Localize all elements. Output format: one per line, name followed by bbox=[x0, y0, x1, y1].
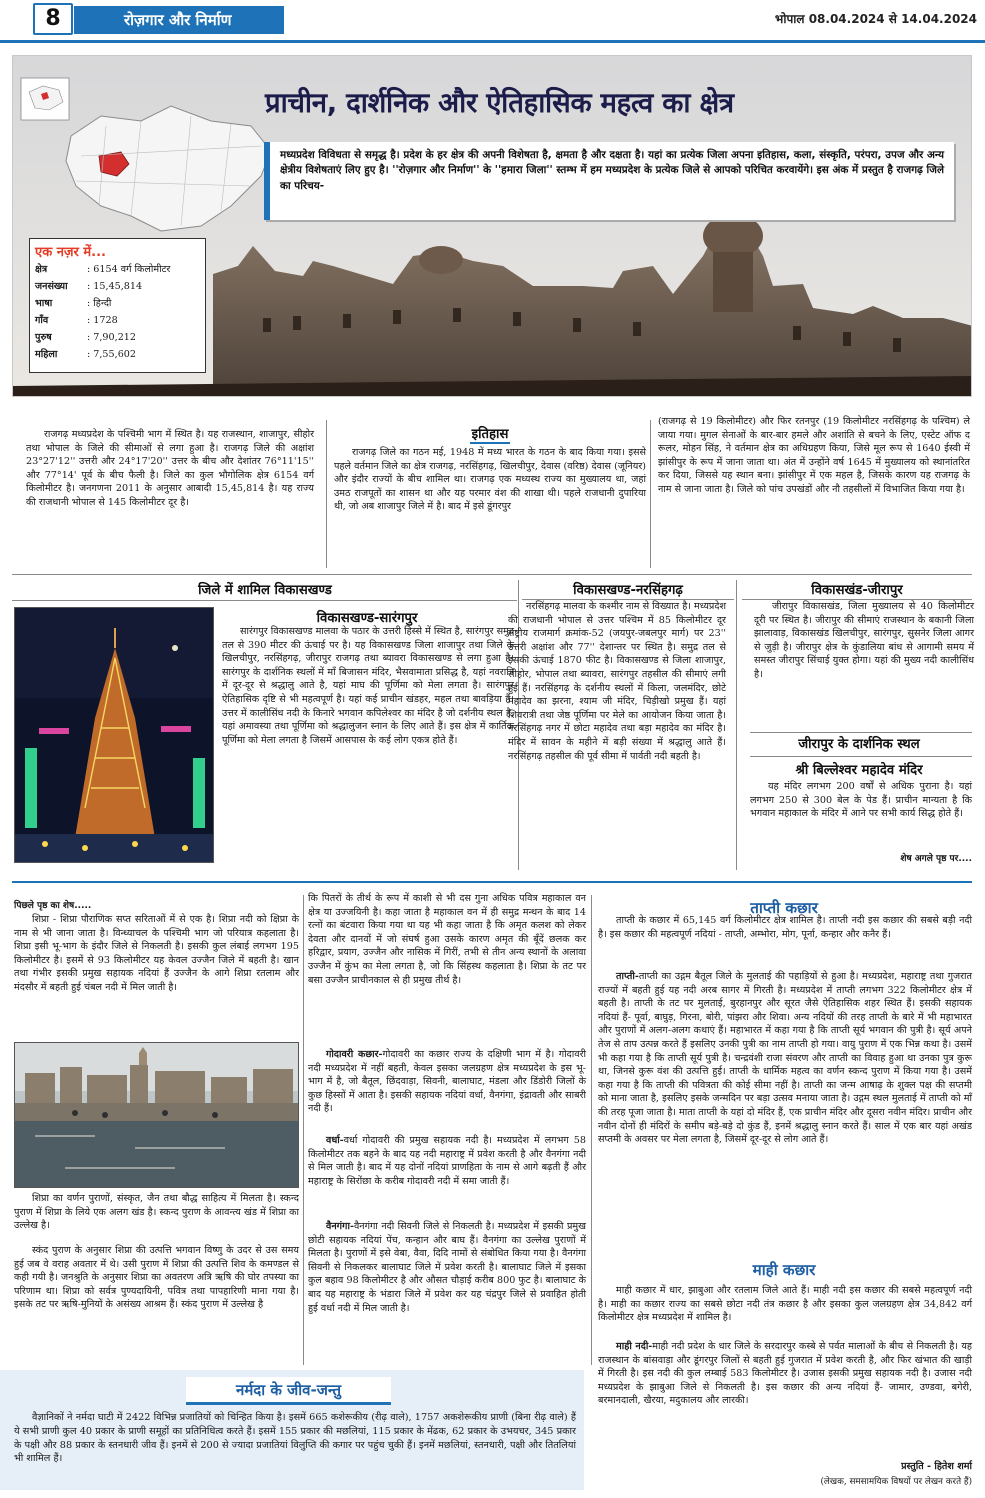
shipra-text: शिप्रा - शिप्रा पौराणिक सप्त सरिताओं में से एक है। शिप्रा नदी को क्षिप्रा के नाम से भी जाना जाता है। विन्ध्याचल के पश्चिमी भाग जो परियात्र कहलाता है। शिप्रा इसी भू-भाग के इंदौर जिले से निकलती है। इसकी कुल लंबाई लगभग 195 किलोमीटर है। इसमें से 93 किलोमीटर यह केवल उज्जैन जिले में बहती है। खान तथा गंभीर इसकी प्रमुख सहायक नदियां हैं उज्जैन के आगे शिप्रा रतलाम और मंदसौर में बहती हुई चंबल नदी में मिल जाती है। bbox=[14, 914, 299, 994]
page-title: प्राचीन, दार्शनिक और ऐतिहासिक महत्व का क्षेत्र bbox=[265, 87, 734, 119]
history-title: इतिहास bbox=[471, 427, 509, 442]
column-divider bbox=[303, 895, 304, 1365]
header-rule bbox=[0, 40, 985, 43]
glance-row: भाषा : हिन्दी bbox=[35, 298, 112, 309]
tapti-title: ताप्ती कछार bbox=[750, 899, 818, 917]
mahi-title: माही कछार bbox=[752, 1261, 816, 1279]
glance-row: जनसंख्या : 15,45,814 bbox=[35, 281, 143, 292]
narmada-title: नर्मदा के जीव-जन्तु bbox=[236, 1381, 341, 1399]
mahi-text: माही नदी-माही नदी प्रदेश के धार जिले के सरदारपुर कस्बे से पर्वत मालाओं के बीच से निकलती है। यह राजस्थान के बांसवाड़ा और डूंगरपुर जिलों से बहती हुई गुजरात में प्रवेश करती है, और फिर खंभात की खाड़ी में गिरती है। इस नदी की कुल लम्बाई 583 किलोमीटर है। उजास इसकी प्रमुख सहायक नदी है। उजास नदी मध्यप्रदेश के झाबुआ जिले से निकलती है। इस कछार की अन्य नदियां हैं- जामार, उण्डवा, बगेरी, बरमानदाली, खैरया, मदुकालय और लारकी। bbox=[598, 1341, 973, 1407]
wainganga-text: वैनगंगा-वैनगंगा नदी सिवनी जिले से निकलती है। मध्यप्रदेश में इसकी प्रमुख छोटी सहायक नदियां पेंच, कन्हान और बाघ हैं। वैनगंगा का उल्लेख पुराणों में मिलता है। पुराणों में इसे वेबा, वैवा, दिदि नामों से संबोधित किया गया है। वैनगंगा सिवनी से निकलकर बालाघाट जिले में प्रवेश करती है। बालाघाट जिले में इसका कुल बहाव 98 किलोमीटर है और औसत चौड़ाई करीब 800 फुट है। बालाघाट के बाद यह महाराष्ट्र के भंडारा जिले में प्रवेश कर यह चंद्रपुर जिले से प्रवाहित होती हुई वर्धा नदी में मिल जाती है। bbox=[308, 1221, 586, 1314]
dateline: भोपाल 08.04.2024 से 14.04.2024 bbox=[774, 12, 977, 26]
sarangpur-text: सारंगपुर विकासखण्ड मालवा के पठार के उत्तरी हिस्से में स्थित है, सारंगपुर समुद्र तल से 390 मीटर की ऊंचाई पर है। यह विकासखण्ड जिला शाजापुर तथा जिले के खिलचीपुर, नरसिंहगढ़, जीरापुर राजगढ़ तथा ब्यावरा विकासखण्ड से लगा हुआ है। सारंगपुर के दार्शनिक स्थलों में माँ बिजासन मंदिर, भैसवामाता प्रसिद्ध है, यहां नवरात्रि में दूर-दूर से श्रद्धालु आते है, यहां माघ की पूर्णिमा को मेला लगता है। सारंगपुर ऐतिहासिक दृष्टि से भी महत्वपूर्ण है। यहां कई प्राचीन खंडहर, महल तथा बावड़िया हैं। उत्तर में कालीसिंध नदी के किनारे भगवान कपिलेश्वर का मंदिर है जो दर्शनीय स्थल है, यहां अमावस्या तथा पूर्णिमा को श्रद्धालुजन स्नान के लिए आते हैं। इस क्षेत्र में कार्तिक पूर्णिमा को मेला लगता है जिसमें आसपास के कई लोग एकत्र होते हैं। bbox=[222, 626, 514, 746]
column-divider bbox=[326, 420, 327, 568]
prev-page-label: पिछले पृष्ठ का शेष..... bbox=[14, 901, 92, 911]
page-number: 8 bbox=[33, 3, 73, 35]
publication-name: रोज़गार और निर्माण bbox=[74, 6, 284, 34]
title-underline bbox=[470, 442, 510, 444]
section-divider bbox=[12, 574, 972, 575]
history-text-continued: (राजगढ़ से 19 किलोमीटर) और फिर रतनपुर (19 किलोमीटर नरसिंहगढ़ के पश्चिम) ले जाया गया। मुगल सेनाओं के बार-बार हमले और अशांति से बचने के लिए, एस्टेट ऑफ द रूलर, मोहन सिंह, ने वर्तमान क्षेत्र का अधिग्रहण किया, जिसे मूल रूप से 1640 ईस्वी में झांसीपुर के रूप में जाना जाता था। अंत में उन्होंने वर्ष 1645 में मुख्यालय को स्थानांतरित कर दिया, जिससे यह स्थान बना। झांसीपुर में एक महल है, जिसके कारण यह राजगढ़ के नाम से जाना जाता है। जिले को पांच उपखंडों और नौ तहसीलों में विभाजित किया गया है। bbox=[658, 416, 970, 496]
wardha-text: वर्धा-वर्धा गोदावरी की प्रमुख सहायक नदी है। मध्यप्रदेश में लगभग 58 किलोमीटर तक बहने के बाद यह नदी महाराष्ट्र में प्रवेश करती है और वैनगंगा नदी से मिल जाती है। बाद में यह दोनों नदियां प्राणहिता के नाम से आगे बढ़ती हैं और महाराष्ट्र के सिरोंछा के करीब गोदावरी नदी में समा जाती हैं। bbox=[308, 1135, 586, 1187]
glance-title: एक नज़र में... bbox=[35, 245, 106, 260]
author-credit: प्रस्तुति - हितेश शर्मा bbox=[901, 1461, 972, 1472]
glance-row: महिला : 7,55,602 bbox=[35, 349, 137, 360]
title-rule bbox=[750, 732, 972, 733]
tapti-text: ताप्ती-ताप्ती का उद्गम बैतूल जिले के मुलताई की पहाड़ियों से हुआ है। मध्यप्रदेश, महाराष्ट्र तथा गुजरात राज्यों में बहती हुई यह नदी अरब सागर में गिरती है। मध्यप्रदेश में ताप्ती लगभग 322 किलोमीटर क्षेत्र में बहती है। ताप्ती के तट पर मुलताई, बुरहानपुर और सूरत जैसे ऐतिहासिक शहर स्थित हैं। इसकी सहायक नदियां हैं- पूर्वा, बाघुड़, गिरना, बोरी, पांझरा और शिवा। अन्य नदियों की तरह ताप्ती के बारे में भी महाभारत और पुराणों में अलग-अलग कथाएं हैं। महाभारत में कहा गया है कि ताप्ती सूर्य भगवान की पुत्री है। सूर्य अपने तेज से ताप उत्पन्न करते हैं इसलिए उनकी पुत्री का नाम ताप्ती हो गया। वायु पुराण में एक भिन्न कथा है। उसमें भी कहा गया है कि ताप्ती सूर्य पुत्री है। चन्द्रवंशी राजा संवरण और ताप्ती का विवाह हुआ था उनका पुत्र कुरू था, जिनसे कुरू वंश की उत्पत्ति हुई। ताप्ती के धार्मिक महत्व का वर्णन स्कन्द पुराण में किया गया है। उसमें कहा गया है कि ताप्ती की पवित्रता की कोई सीमा नहीं है। ताप्ती का जन्म आषाढ़ के शुक्ल पक्ष की सप्तमी को माना जाता है, इसलिए इसके जन्मदिन पर बड़ा उत्सव मनाया जाता है। उद्गम स्थल मुलताई में ताप्ती को माँ की तरह पूजा जाता है। माता ताप्ती के यहां दो मंदिर हैं, एक प्राचीन मंदिर और दूसरा नवीन मंदिर। प्राचीन और नवीन दोनों ही मंदिरों के समीप बड़े-बड़े दो कुंड हैं, इनमें श्रद्धालु स्नान करते हैं। साल में एक बार यहां अखंड सप्तमी के अवसर पर मेला लगता है, जिसमें दूर-दूर से लोग आते हैं। bbox=[598, 971, 972, 1146]
title-rule bbox=[12, 600, 517, 601]
blocks-title: जिले में शामिल विकासखण्ड bbox=[198, 583, 332, 598]
title-rule bbox=[750, 756, 972, 757]
author-note: (लेखक, समसामयिक विषयों पर लेखन करते हैं) bbox=[820, 1477, 972, 1487]
jirapur-places-title: जीरापुर के दार्शनिक स्थल bbox=[798, 737, 920, 752]
column-divider bbox=[736, 580, 737, 870]
column-divider bbox=[650, 420, 651, 568]
glance-row: क्षेत्र : 6154 वर्ग किलोमीटर bbox=[35, 264, 171, 275]
temple-title: श्री बिल्लेश्वर महादेव मंदिर bbox=[795, 763, 923, 778]
glance-row: गाँव : 1728 bbox=[35, 315, 118, 326]
tapti-intro-text: ताप्ती के कछार में 65,145 वर्ग किलोमीटर क्षेत्र शामिल है। ताप्ती नदी इस कछार की सबसे बड़ी नदी है। इस कछार की महत्वपूर्ण नदियां - ताप्ती, अम्भोरा, मोग, पूर्ना, कन्हार और कनैर हैं। bbox=[598, 915, 972, 940]
godavari-text: गोदावरी कछार-गोदावरी का कछार राज्य के दक्षिणी भाग में है। गोदावरी नदी मध्यप्रदेश में नहीं बहती, केवल इसका जलग्रहण क्षेत्र मध्यप्रदेश के इस भू-भाग में है, जो बैतूल, छिंदवाड़ा, सिवनी, बालाघाट, मंडला और डिंडोरी जिलों के कुछ हिस्सों में आता है। इसकी सहायक नदियां वर्धा, वैनगंगा, इंद्रावती और साबरी नदी हैं। bbox=[308, 1049, 586, 1115]
intro-box: मध्यप्रदेश विविधता से समृद्ध है। प्रदेश के हर क्षेत्र की अपनी विशेषता है, क्षमता है और दक्षता है। यहां का प्रत्येक जिला अपना इतिहास, कला, संस्कृति, परंपरा, उपज और अन्य क्षेत्रीय विशेषताएं लिए हुए है। ''रोज़गार और निर्माण'' के ''हमारा जिला'' स्तम्भ में हम मध्यप्रदेश के प्रत्येक जिले से आपको परिचित करवायेंगे। इस अंक में प्रस्तुत है राजगढ़ जिले का परिचय- bbox=[264, 142, 954, 220]
district-intro-text: राजगढ़ मध्यप्रदेश के पश्चिमी भाग में स्थित है। यह राजस्थान, शाजापुर, सीहोर तथा भोपाल के जिले की सीमाओं से लगा हुआ है। राजगढ़ जिले की अक्षांश 23°27'12'' उत्तरी और 24°17'20'' उत्तर के बीच और देशांतर 76°11'15'' और 77°14' पूर्व के बीच फैली है। जिले का कुल भौगोलिक क्षेत्र 6154 वर्ग किलोमीटर है। जनगणना 2011 के अनुसार आबादी 15,45,814 है। यह राज्य की राजधानी भोपाल से 145 किलोमीटर दूर है। bbox=[26, 429, 314, 509]
ujjain-text: कि पितरों के तीर्थ के रूप में काशी से भी दस गुना अधिक पवित्र महाकाल वन क्षेत्र या उज्जयिनी है। कहा जाता है महाकाल वन में ही समुद्र मन्थन के बाद 14 रत्नों का बंटवारा किया गया था यह भी कहा जाता है कि अमृत कलश को लेकर देवता और दानवों में जो संघर्ष हुआ उसके कारण अमृत की बूँदें छलक कर हरिद्वार, प्रयाग, उज्जैन और नासिक में गिरीं, तभी से तीन अन्य स्थानों के अलावा उज्जैन में कुंभ का मेला लगता है, जो कि सिंहस्थ कहलाता है। शिप्रा के तट पर बसा उज्जैन प्राचीनकाल से ही प्रमुख तीर्थ है। bbox=[308, 893, 586, 986]
temple-text: यह मंदिर लगभग 200 वर्षों से अधिक पुराना है। यहां लगभग 250 से 300 बेल के पेड हैं। प्राचीन मान्यता है कि भगवान महाकाल के मंदिर में आने पर सभी कार्य सिद्ध होते हैं। bbox=[750, 781, 972, 820]
jirapur-text: जीरापुर विकासखंड, जिला मुख्यालय से 40 किलोमीटर दूरी पर स्थित है। जीरापुर की सीमाएं राजस्थान के बकानी जिला झालावाड़, विकासखंड खिलचीपुर, सारंगपुर, सुसनेर जिला आगर से जुड़ी है। जीरापुर क्षेत्र के कुंडालिया बांध से आगामी समय में समस्त जीरापुर सिंचाई युक्त होगा। यहां की मुख्य नदी कालीसिंध है। bbox=[754, 601, 974, 681]
narsinghgarh-title: विकासखण्ड-नरसिंहगढ़ bbox=[573, 583, 683, 598]
history-text: राजगढ़ जिले का गठन मई, 1948 में मध्य भारत के गठन के बाद किया गया। इससे पहले वर्तमान जिले का क्षेत्र राजगढ़, नरसिंहगढ़, खिलचीपुर, देवास (वरिष्ठ) देवास (जूनियर) और इंदौर राज्यों के बीच शामिल था। राजगढ़ एक मध्यस्थ राज्य का मुख्यालय था, जहां उमठ राजपूतों का शासन था और यह परमार वंश की शाखा थी। पहले राजधानी दुपारिया थी, जो अब शाजापुर जिले में है। बाद में इसे डूंगरपुर bbox=[334, 447, 646, 513]
at-a-glance-box bbox=[29, 238, 206, 373]
sarangpur-title: विकासखण्ड-सारंगपुर bbox=[316, 611, 418, 626]
shipra-text: शिप्रा का वर्णन पुराणों, संस्कृत, जैन तथा बौद्ध साहित्य में मिलता है। स्कन्द पुराण में शिप्रा के लिये एक अलग खंड है। स्कन्द पुराण के आवन्त्य खंड में शिप्रा का उल्लेख है। bbox=[14, 1193, 299, 1232]
narsinghgarh-text: नरसिंहगढ़ मालवा के कश्मीर नाम से विख्यात है। मध्यप्रदेश की राजधानी भोपाल से उत्तर पश्चिम में 85 किलोमीटर दूर राष्ट्रीय राजमार्ग क्रमांक-52 (जयपुर-जबलपुर मार्ग) पर 23'' उत्तरी अक्षांश और 77'' देशान्तर पर स्थित है। समुद्र तल से इसकी ऊंचाई 1870 फीट है। विकासखण्ड से जिला शाजापुर, सीहोर, भोपाल तथा ब्यावरा, सारंगपुर तहसील की सीमाएं लगी हुई हैं। नरसिंहगढ़ के दर्शनीय स्थलों में किला, जलमंदिर, छोटे महादेव का झरना, श्याम जी मंदिर, चिड़ीखो प्रमुख हैं। यहां शिवरात्री तथा जेष्ठ पूर्णिमा पर मेले का आयोजन किया जाता है। नरसिंहगढ़ नगर में छोटा महादेव तथा बड़ा महादेव का मंदिर है। मंदिर में सावन के महीने में बड़ी संख्या में श्रद्धालु आते हैं। नरसिंहगढ़ तहसील की पूर्व सीमा में पार्वती नदी बहती है। bbox=[508, 601, 726, 762]
ghat-photo bbox=[14, 1042, 299, 1188]
mahi-intro-text: माही कछार में धार, झाबुआ और रतलाम जिले आते हैं। माही नदी इस कछार की सबसे महत्वपूर्ण नदी है। माही का कछार राज्य का सबसे छोटा नदी तंत्र कछार है और इसका कुल जलग्रहण क्षेत्र 34,842 वर्ग किलोमीटर क्षेत्र मध्यप्रदेश में शामिल है। bbox=[598, 1285, 972, 1324]
narmada-text: वैज्ञानिकों ने नर्मदा घाटी में 2422 विभिन्न प्रजातियों को चिन्हित किया है। इसमें 665 कशेरूकीय (रीढ़ वाले), 1757 अकशेरूकीय प्राणी (बिना रीढ़ वाले) हैं ये सभी प्राणी कुल 40 प्रकार के प्राणी समूहों का प्रतिनिधित्व करते हैं। इसमें 155 प्रकार की मछलियां, 115 प्रकार के मेंढक, 62 प्रकार के उभयचर, 345 प्रकार के पक्षी और 88 प्रकार के स्तनधारी जीव हैं। इनमें से 200 से ज्यादा प्रजातियां विलुप्ति की कगार पर पहुंच चुकी हैं। इनमें मछलियां, स्तनधारी, पक्षी और तितलियां भी शामिल हैं। bbox=[14, 1412, 576, 1465]
section-divider bbox=[12, 881, 972, 883]
jirapur-title: विकासखंड-जीरापुर bbox=[811, 583, 903, 598]
shipra-text: स्कंद पुराण के अनुसार शिप्रा की उत्पत्ति भगवान विष्णु के उदर से उस समय हुई जब वे वराह अवतार में थे। उसी पुराण में शिप्रा की उत्पत्ति शिव के कमण्डल से कही गयी है। जनश्रुति के अनुसार शिप्रा का अवतरण अत्रि ऋषि की घोर तपस्या का परिणाम था। शिप्रा को सर्वत्र पुण्यदायिनी, पवित्र तथा पापहारिणी माना गया है। इसके तट पर ऋषि-मुनियों के असंख्य आश्रम हैं। स्कंद पुराण में उल्लेख है bbox=[14, 1245, 299, 1311]
column-divider bbox=[591, 895, 592, 1365]
glance-row: पुरुष : 7,90,212 bbox=[35, 332, 137, 343]
continued-note: शेष अगले पृष्ठ पर.... bbox=[900, 854, 972, 864]
temple-photo bbox=[14, 607, 214, 863]
